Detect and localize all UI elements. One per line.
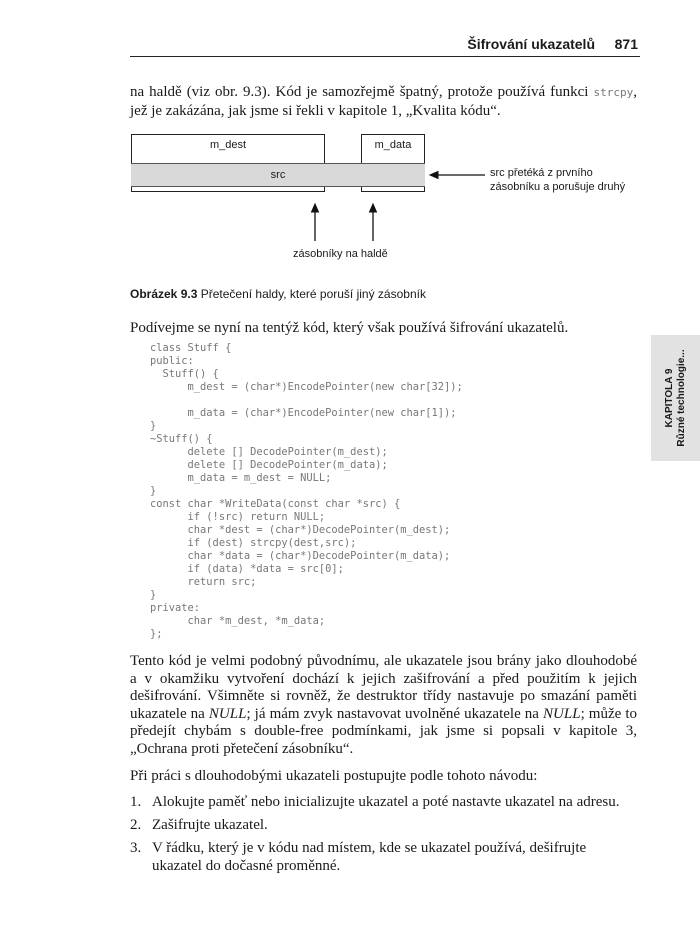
list-number: 3. [130,839,142,856]
list-item [130,816,637,834]
paragraph-text: Tento kód je velmi podobný původnímu, ale ukazatele jsou brány jako dlouhodobé a v okamžiku vytvoření dochází k jejich zašifrování a před použitím k jejich dešifrování. Všimněte si rovněž, že destruktor třídy nastavuje po smazání paměti ukazatele na [130,653,637,722]
paragraph-text: ; já mám zvyk nastavovat uvolněné ukazatele na [246,705,544,722]
paragraph-text: ; může to předejít chybám s double-free podmínkami, jak jsme si popsali v kapitole 3, „Ochrana proti přetečení zásobníku“. [130,705,638,757]
m-dest-label: m_dest [209,139,247,151]
list-text: V řádku, který je v kódu nad místem, kde se ukazatel používá, dešifrujte ukazatel do dočasné proměnné. [152,839,587,874]
list-number: 1. [130,793,142,810]
list-number: 2. [130,816,142,833]
list-text: Zašifrujte ukazatel. [152,816,268,833]
figure-caption-text: Přetečení haldy, které poruší jiný zásobník [200,287,426,301]
chapter-side-tab-text [651,335,700,461]
figure-heap-overflow [130,134,637,264]
side-tab-chapter: KAPITOLA 9 [663,368,675,428]
figure-arrows [130,134,637,264]
m-data-label: m_data [374,139,412,151]
page-number: 871 [614,36,638,52]
arrow-up-icon [312,204,319,241]
inline-code: strcpy [593,86,634,99]
paragraph-text: , jež je zakázána, jak jsme si řekli v kapitole 1, „Kvalita kódu“. [130,84,637,119]
side-tab-chapter-title: Různé technologie... [675,349,687,447]
running-header-title: Šifrování ukazatelů [467,36,595,52]
arrow-up-icon [370,204,377,241]
null-term: NULL [543,705,581,722]
figure-caption [130,286,637,302]
paragraph-text: na haldě (viz obr. 9.3). Kód je samozřejmě špatný, protože používá funkci [130,84,594,100]
list-text: Alokujte paměť nebo inicializujte ukazatel a poté nastavte ukazatel na adresu. [152,793,620,810]
paragraph-explanation [130,653,637,759]
src-label: src [270,169,286,181]
paragraph-intro [130,83,637,120]
code-listing: class Stuff { public: Stuff() { m_dest = (char*)EncodePointer(new char[32]); m_data = (char*)EncodePointer(new char[1]); } ~Stuff() { delete [] DecodePointer(m_dest); delete [] DecodePointer(m_data); m_data = m_dest = NULL; } const char *WriteData(const char *src) { if (!src) return NULL; char *dest = (char*)DecodePointer(m_dest); if (dest) strcpy(dest,src); char *data = (char*)DecodePointer(m_data); if (data) *data = src[0]; return src; } private: char *m_dest, *m_data; }; [150,342,463,640]
arrow-left-icon [430,172,485,179]
null-term: NULL [208,705,247,722]
header-rule [130,56,640,57]
overflow-annotation: src přetéká z prvního zásobníku a porušuje druhý [490,167,626,193]
list-item [130,793,637,811]
figure-number: Obrázek 9.3 [130,287,198,301]
paragraph-code-intro: Podívejme se nyní na tentýž kód, který však používá šifrování ukazatelů. [130,320,569,336]
page-body [130,83,637,875]
heap-stacks-annotation: zásobníky na haldě [293,248,388,260]
list-item [130,839,637,875]
paragraph-steps-intro: Při práci s dlouhodobými ukazateli postupujte podle tohoto návodu: [130,767,538,784]
